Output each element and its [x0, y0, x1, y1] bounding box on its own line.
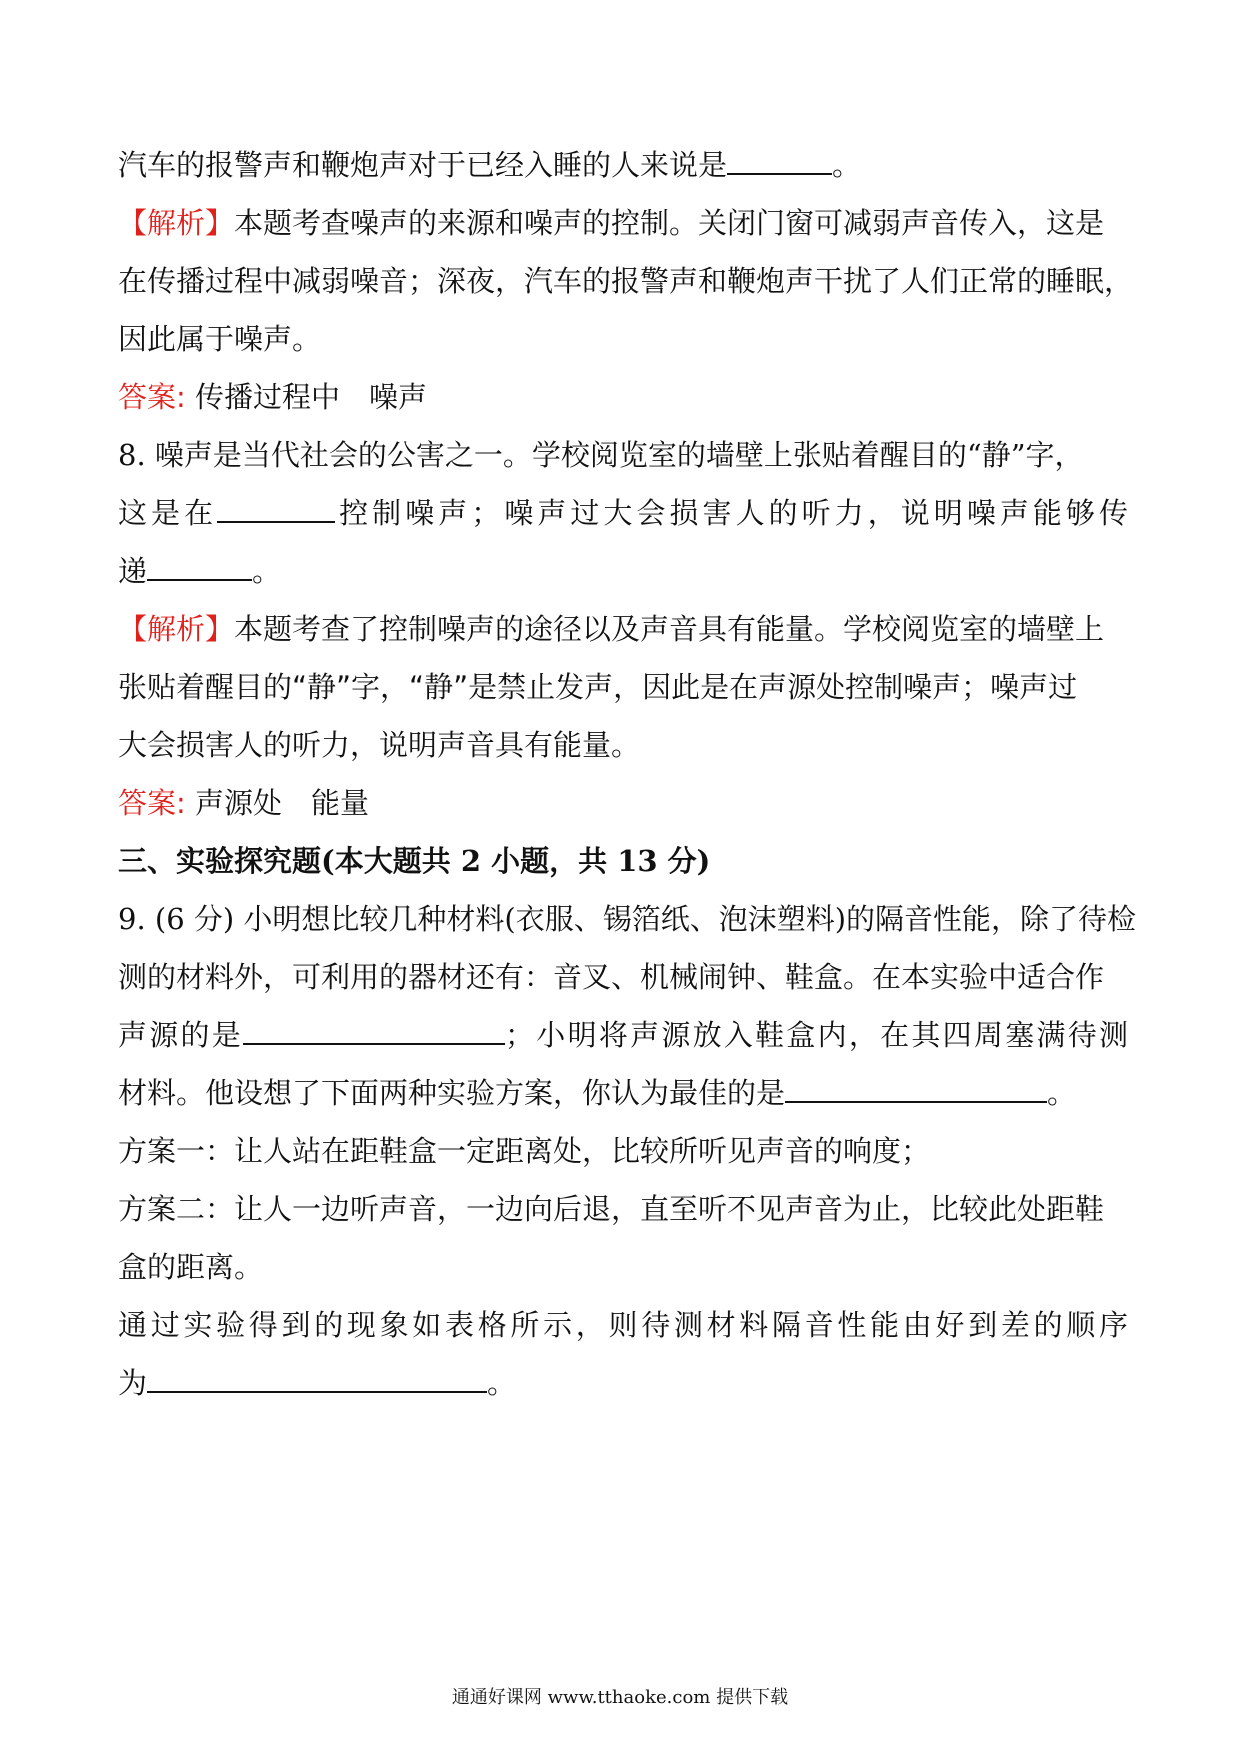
q8-analysis-line-1: 【解析】本题考查了控制噪声的途径以及声音具有能量。学校阅览室的墙壁上: [118, 612, 1105, 646]
q9-line-1: 9. (6 分) 小明想比较几种材料(衣服、锡箔纸、泡沫塑料)的隔音性能，除了待检: [118, 902, 1137, 936]
q8-analysis-label: 【解析】: [118, 612, 235, 646]
q7-analysis-label: 【解析】: [118, 206, 235, 240]
q8-analysis-line-3: 大会损害人的听力，说明声音具有能量。: [118, 728, 641, 762]
q9-blank-3[interactable]: [147, 1367, 487, 1393]
q8-analysis-line-2: 张贴着醒目的“静”字，“静”是禁止发声，因此是在声源处控制噪声；噪声过: [118, 670, 1078, 704]
q7-tail-text: 汽车的报警声和鞭炮声对于已经入睡的人来说是: [118, 148, 728, 182]
q8-answer-text: 声源处 能量: [195, 786, 370, 820]
q8-answer-line: [118, 783, 1128, 823]
q8-line-1: 8. 噪声是当代社会的公害之一。学校阅览室的墙壁上张贴着醒目的“静”字，: [118, 438, 1084, 472]
q9-line-2: 测的材料外，可利用的器材还有：音叉、机械闹钟、鞋盒。在本实验中适合作: [118, 960, 1105, 994]
q7-answer-text: 传播过程中 噪声: [195, 380, 428, 414]
q9-line-3: 声源的是 ；小明将声源放入鞋盒内，在其四周塞满待测: [118, 1018, 1128, 1052]
q9-observation-line-2: 为 。: [118, 1366, 517, 1400]
q9-plan-1: 方案一：让人站在距鞋盒一定距离处，比较所听见声音的响度；: [118, 1134, 931, 1168]
q9-plan-2-line-2: 盒的距离。: [118, 1250, 264, 1284]
section-title: 三、实验探究题(本大题共 2 小题，共 13 分): [118, 844, 711, 878]
page-footer: 通通好课网 www.tthaoke.com 提供下载: [451, 1687, 789, 1708]
q7-analysis-line-3: 因此属于噪声。: [118, 322, 322, 356]
q7-analysis-line-2: 在传播过程中减弱噪音；深夜，汽车的报警声和鞭炮声干扰了人们正常的睡眠，: [118, 264, 1134, 298]
q8-line-2: 这是在 控制噪声；噪声过大会损害人的听力，说明噪声能够传: [118, 496, 1128, 530]
q9-blank-2[interactable]: [785, 1077, 1047, 1103]
q7-analysis-line-1: 【解析】本题考查噪声的来源和噪声的控制。关闭门窗可减弱声音传入，这是: [118, 206, 1105, 240]
q7-answer-line: [118, 377, 1128, 417]
q8-line-3: 递 。: [118, 554, 282, 588]
q7-tail-line: 汽车的报警声和鞭炮声对于已经入睡的人来说是 。: [118, 148, 862, 182]
q9-line-4: 材料。他设想了下面两种实验方案，你认为最佳的是 。: [118, 1076, 1077, 1110]
q8-blank-2[interactable]: [147, 555, 252, 581]
q8-answer-label: 答案:: [118, 786, 186, 820]
q9-plan-2-line-1: 方案二：让人一边听声音，一边向后退，直至听不见声音为止，比较此处距鞋: [118, 1192, 1105, 1226]
q9-blank-1[interactable]: [243, 1019, 505, 1045]
q8-blank-1[interactable]: [217, 497, 335, 523]
q7-blank-2[interactable]: [727, 149, 832, 175]
q7-answer-label: 答案:: [118, 380, 186, 414]
q9-observation-line-1: 通过实验得到的现象如表格所示，则待测材料隔音性能由好到差的顺序: [118, 1308, 1128, 1342]
